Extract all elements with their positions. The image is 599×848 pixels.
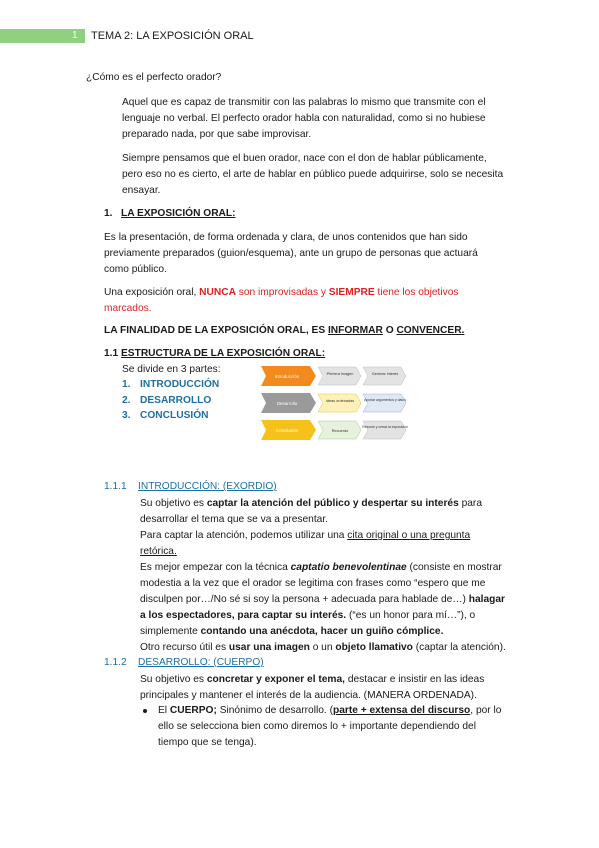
text-span: (captar la atención).: [412, 642, 506, 653]
diagram-label: Desarrollo: [276, 401, 298, 406]
item-number: 3.: [122, 410, 131, 421]
text-line: como público.: [104, 264, 167, 275]
diagram-step: Ideas ordenadas: [325, 399, 355, 403]
text-span: captatio benevolentinae: [290, 562, 407, 573]
section-1-1-1-heading: [104, 479, 277, 495]
item-number: 2.: [122, 394, 131, 406]
chevron-shape: [363, 394, 406, 412]
section-title: INTRODUCCIÓN: (EXORDIO): [138, 481, 277, 492]
diagram-step: Aportar argumentos y datos: [364, 398, 406, 402]
page-header: [0, 28, 599, 44]
section-title: LA EXPOSICIÓN ORAL:: [121, 208, 236, 219]
chevron-shape: [318, 367, 361, 385]
section-title: DESARROLLO: (CUERPO): [138, 657, 264, 668]
text-line: lenguaje no verbal. El perfecto orador habla con naturalidad, como si no hubiese: [122, 113, 486, 124]
text-span: (consiste en mostrar: [406, 562, 502, 573]
text-line: Siempre pensamos que el buen orador, nace con el don de hablar públicamente,: [122, 153, 487, 164]
text-span: Otro recurso útil es: [140, 642, 229, 653]
list-item: [122, 377, 219, 393]
diagram-label: Conclusión: [275, 428, 299, 433]
section-number: 1.: [104, 208, 113, 219]
item-label: DESARROLLO: [140, 394, 212, 406]
text-span: simplemente: [140, 626, 201, 637]
text-span: Para captar la atención, podemos utilizar una: [140, 530, 348, 541]
section-1-1-heading: [104, 346, 325, 362]
text-span: LA FINALIDAD DE LA EXPOSICIÓN ORAL, ES: [104, 325, 328, 336]
emphasis-siempre: SIEMPRE: [328, 287, 375, 298]
text-line: [140, 592, 505, 608]
text-span: usar una imagen: [228, 642, 310, 653]
chevron-shape: [318, 394, 361, 412]
text-span: Su objetivo es: [140, 498, 207, 509]
text-line: [140, 624, 443, 640]
structure-process-diagram: [260, 364, 408, 446]
finalidad-statement: [104, 323, 464, 339]
structure-parts-list: [122, 377, 219, 424]
text-span: para: [458, 498, 482, 509]
section-number: 1.1: [104, 348, 119, 359]
text-line: retórica.: [140, 546, 177, 557]
text-span: cita original o una pregunta: [347, 530, 471, 541]
text-line: [140, 496, 482, 512]
section-1-objectives-line: [104, 285, 458, 301]
text-line: [140, 608, 475, 624]
text-line: pero eso no es cierto, el arte de hablar en público puede adquirirse, solo se necesita: [122, 169, 504, 180]
text-span: CUERPO;: [169, 705, 217, 716]
text-line: preparado nada, por que sabe improvisar.: [122, 129, 312, 140]
text-span: Es mejor empezar con la técnica: [140, 562, 291, 573]
list-item: [122, 393, 219, 409]
text-span: Sinónimo de desarrollo. (: [216, 705, 333, 716]
item-label: CONCLUSIÓN: [140, 410, 209, 421]
text-line: [158, 703, 501, 719]
text-span: El: [158, 705, 170, 716]
text-span: captar la atención del público y despertar su interés: [206, 498, 459, 509]
text-line: ello se selecciona bien como diremos lo + importante dependiendo del: [158, 721, 476, 732]
text-line: principales y mantener el interés de la audiencia. (MANERA ORDENADA).: [140, 690, 477, 701]
text-line: desarrollar el tema que se va a presentar.: [140, 514, 329, 525]
emphasis-informar: INFORMAR: [327, 325, 383, 336]
text-line: previamente preparados (guion/esquema), ante un grupo de personas que actuará: [104, 248, 478, 259]
text-span: halagar: [468, 594, 506, 605]
diagram-step: Primera imagen: [326, 372, 354, 376]
text-span: Su objetivo es: [140, 674, 207, 685]
text-line: [140, 672, 484, 688]
diagram-row-desarrollo: [261, 393, 406, 413]
emphasis-convencer: CONVENCER.: [396, 325, 465, 336]
text-span: son improvisadas y: [235, 287, 329, 298]
text-span: objeto llamativo: [335, 642, 413, 653]
text-span: tiene los objetivos: [374, 287, 459, 298]
diagram-step: Recuerdo: [331, 429, 349, 433]
text-line: ensayar.: [122, 185, 161, 196]
bullet-icon: [143, 709, 147, 713]
section-title: ESTRUCTURA DE LA EXPOSICIÓN ORAL:: [121, 348, 326, 359]
item-label: INTRODUCCIÓN: [140, 379, 220, 390]
text-line: [140, 528, 470, 544]
text-span: parte + extensa del discurso: [332, 705, 471, 716]
section-1-heading: [104, 206, 236, 222]
section-number: 1.1.1: [104, 481, 127, 492]
list-item: [122, 408, 219, 424]
text-span: contando una anécdota, hacer un guiño cómplice.: [200, 626, 444, 637]
section-number: 1.1.2: [104, 657, 127, 668]
chevron-shape: [363, 367, 406, 385]
text-line: modestia a la vez que el orador se legitima con frases como “espero que me: [140, 578, 486, 589]
text-span: O: [382, 325, 397, 336]
text-span: o un: [309, 642, 336, 653]
diagram-step: Generar interés: [371, 372, 399, 376]
intro-question: ¿Cómo es el perfecto orador?: [86, 72, 222, 83]
diagram-step: Resumir y cerrar la exposición: [362, 425, 408, 429]
text-span: disculpen por…/No sé si soy la persona + adecuada para hablade de…): [140, 594, 469, 605]
text-span: destacar e insistir en las ideas: [345, 674, 485, 685]
text-line: tiempo que se tenga).: [158, 737, 257, 748]
page-number: 1: [72, 30, 78, 41]
text-span: concretar y exponer el tema,: [206, 674, 345, 685]
chevron-shape: [363, 421, 406, 439]
text-line: [140, 560, 502, 576]
text-span: (“es un honor para mí…”), o: [346, 610, 476, 621]
structure-intro: Se divide en 3 partes:: [122, 364, 221, 375]
text-line: [140, 640, 506, 656]
emphasis-nunca: NUNCA: [199, 287, 236, 298]
text-span: Una exposición oral,: [104, 287, 200, 298]
text-span: , por lo: [470, 705, 502, 716]
text-line: Aquel que es capaz de transmitir con las palabras lo mismo que transmite con el: [122, 97, 486, 108]
text-line: Es la presentación, de forma ordenada y clara, de unos contenidos que han sido: [104, 232, 468, 243]
text-line: marcados.: [104, 303, 152, 314]
diagram-label: Introducción: [274, 374, 300, 379]
text-span: a los espectadores, para captar su interés.: [140, 610, 347, 621]
section-1-1-2-heading: [104, 655, 264, 671]
document-title: TEMA 2: LA EXPOSICIÓN ORAL: [91, 30, 254, 42]
diagram-row-conclusion: [261, 420, 408, 440]
item-number: 1.: [122, 379, 131, 390]
diagram-row-introduccion: [261, 366, 406, 386]
